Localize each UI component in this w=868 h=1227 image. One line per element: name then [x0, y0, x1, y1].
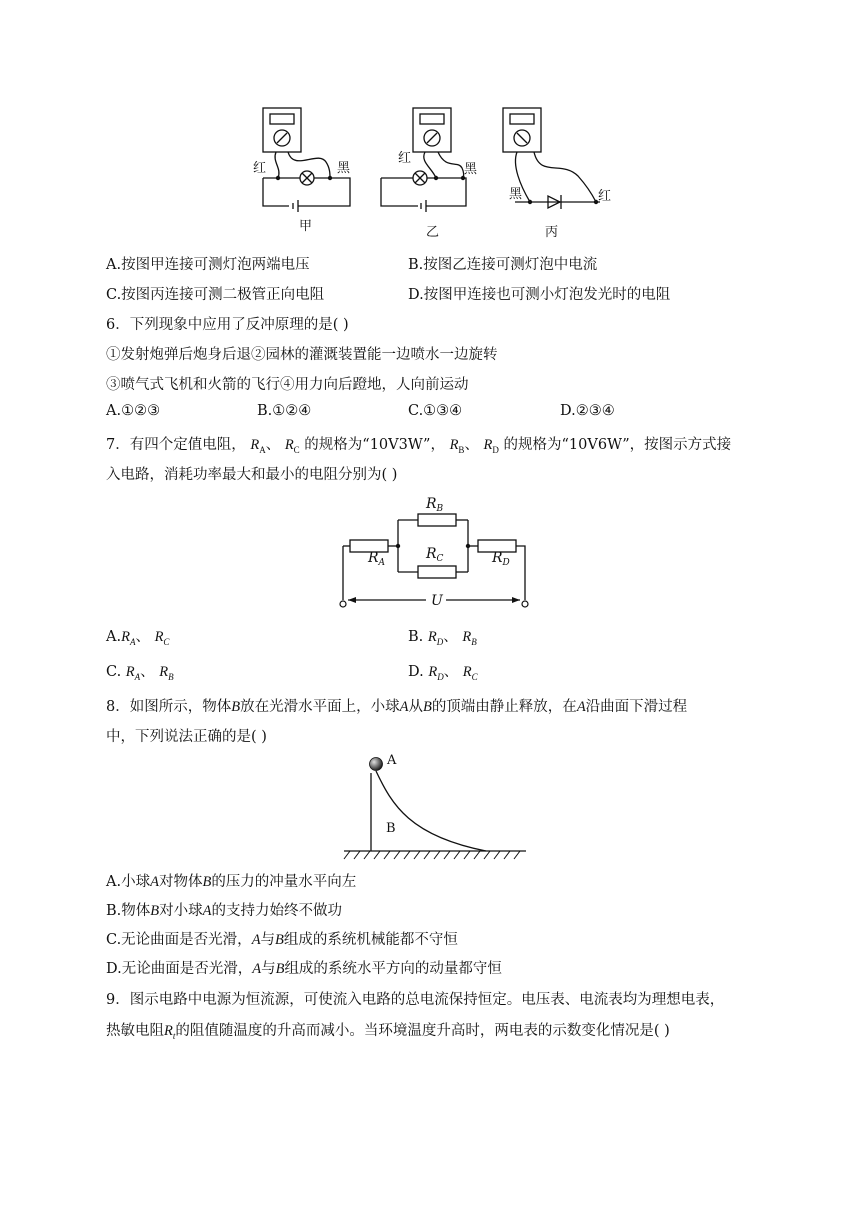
q7-sep1: 、 — [265, 437, 281, 453]
q7-stem-prefix: 7．有四个定值电阻， — [106, 437, 246, 453]
label-yi: 乙 — [426, 225, 440, 240]
q6-option-b: B.①②④ — [257, 403, 312, 419]
q6-option-c: C.①③④ — [408, 403, 463, 419]
label-red-1: 红 — [253, 161, 267, 176]
q7-sep2: 、 — [464, 437, 479, 453]
q8-stem-line1: 8．如图所示，物体B放在光滑水平面上，小球A从B的顶端由静止释放，在A沿曲面下滑过程 — [106, 699, 688, 715]
q6-stem: 6．下列现象中应用了反冲原理的是( ) — [106, 317, 349, 333]
circuit-label-ra: $R_A$ — [368, 550, 386, 568]
label-black-2: 黑 — [464, 162, 478, 177]
label-bing: 丙 — [545, 225, 559, 240]
q8-stem-line2: 中，下列说法正确的是( ) — [106, 729, 267, 745]
q6-option-d: D.②③④ — [560, 403, 615, 419]
ball-a — [370, 758, 383, 771]
q8-option-c: C.无论曲面是否光滑，A与B组成的系统机械能都不守恒 — [106, 932, 458, 948]
fig-label-a: A — [387, 753, 397, 768]
q7-stem-line2: 入电路，消耗功率最大和最小的电阻分别为( ) — [106, 467, 398, 483]
q5-option-d: D.按图甲连接也可测小灯泡发光时的电阻 — [408, 287, 671, 303]
multimeter-figure — [240, 100, 630, 245]
q7-circuit-diagram — [330, 490, 540, 615]
q5-option-a: A.按图甲连接可测灯泡两端电压 — [106, 257, 310, 273]
circuit-label-rc: $R_C$ — [426, 546, 444, 564]
q9-stem-line2: 热敏电阻$R_t$的阻值随温度的升高而减小。当环境温度升高时，两电表的示数变化情况是( ) — [106, 1023, 670, 1041]
q6-option-a: A.①②③ — [106, 403, 161, 419]
circuit-label-u: U — [431, 593, 443, 609]
q8-option-a: A.小球A对物体B的压力的冲量水平向左 — [106, 874, 357, 890]
q7-rb: $R_B$ — [449, 437, 465, 455]
q7-spec2: 的规格为“10V6W”，按图示方式接 — [503, 437, 732, 453]
q6-line2: ③喷气式飞机和火箭的飞行④用力向后蹬地，人向前运动 — [106, 377, 469, 393]
q5-option-b: B.按图乙连接可测灯泡中电流 — [408, 257, 598, 273]
label-black-1: 黑 — [337, 161, 351, 176]
q8-option-d: D.无论曲面是否光滑，A与B组成的系统水平方向的动量都守恒 — [106, 961, 502, 977]
q7-rc: $R_C$ — [284, 437, 300, 455]
label-jia: 甲 — [299, 219, 313, 234]
circuit-label-rb: $R_B$ — [426, 496, 444, 514]
q8-slope-diagram — [340, 752, 530, 862]
q7-ra: $R_A$ — [250, 437, 266, 455]
q5-option-c: C.按图丙连接可测二极管正向电阻 — [106, 287, 325, 303]
q7-stem-line1 — [106, 433, 731, 455]
fig-label-b: B — [386, 821, 396, 836]
label-black-3: 黑 — [509, 187, 523, 202]
q7-rd: $R_D$ — [483, 437, 499, 455]
q7-spec1: 的规格为“10V3W”， — [304, 437, 445, 453]
q7-option-d: D. $R_D$、 $R_C$ — [408, 664, 478, 682]
q8-option-b: B.物体B对小球A的支持力始终不做功 — [106, 903, 342, 919]
q9-stem-line1: 9．图示电路中电源为恒流源，可使流入电路的总电流保持恒定。电压表、电流表均为理想电表， — [106, 992, 725, 1008]
q7-option-a: $A.R_A$、 $R_C$ — [106, 629, 170, 647]
q6-line1: ①发射炮弹后炮身后退②园林的灌溉装置能一边喷水一边旋转 — [106, 347, 498, 363]
q7-option-c: C. $R_A$、 $R_B$ — [106, 664, 174, 682]
q7-option-b: B. $R_D$、 $R_B$ — [408, 629, 477, 647]
label-red-3: 红 — [598, 189, 612, 204]
circuit-label-rd: $R_D$ — [492, 550, 510, 568]
label-red-2: 红 — [398, 151, 412, 166]
